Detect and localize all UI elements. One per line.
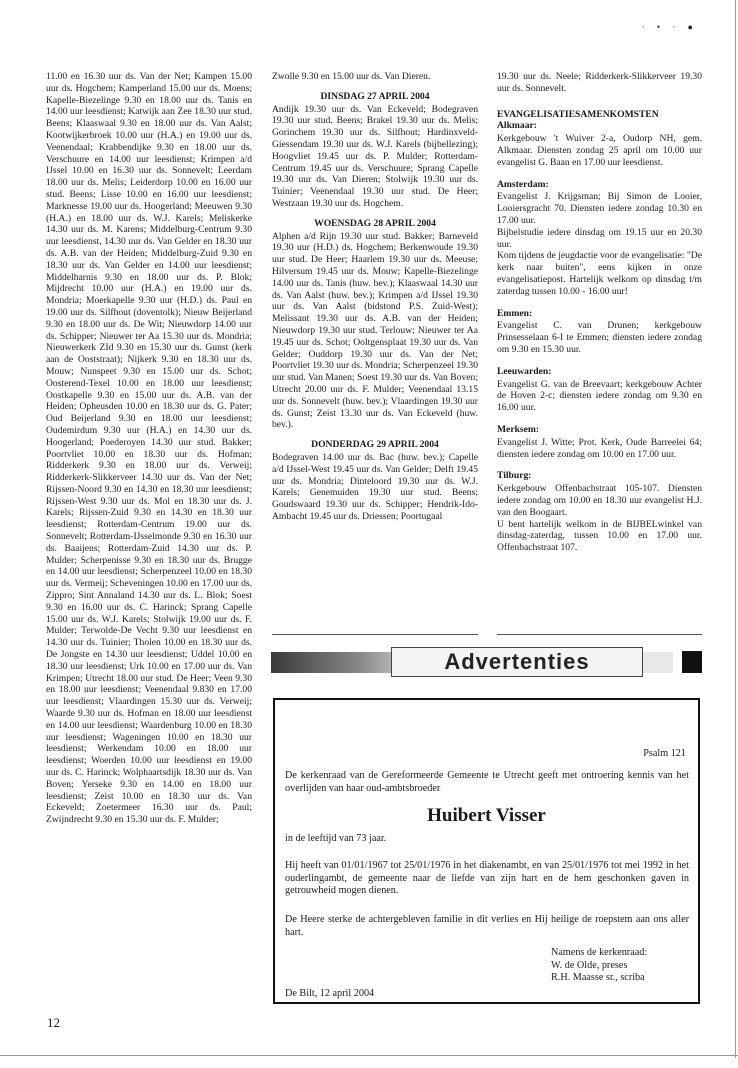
header-marks: · • · ● — [641, 22, 698, 32]
column-3 — [497, 71, 702, 554]
column-3-lead: 19.30 uur ds. Neele; Ridderkerk-Slikkerveer 19.30 uur ds. Sonnevelt. — [497, 71, 702, 94]
obituary-advert — [273, 698, 700, 1004]
city-text-emmen: Evangelist C. van Drunen; kerkgebouw Prinsesselaan 6-I te Emmen; diensten iedere zondag om 9.30 en 15.30 uur. — [497, 320, 702, 355]
advert-place-date: De Bilt, 12 april 2004 — [285, 988, 375, 999]
advert-psalm: Psalm 121 — [643, 748, 686, 759]
city-heading-tilburg: Tilburg: — [497, 470, 532, 482]
advert-signature — [551, 947, 691, 985]
advert-service-text: Hij heeft van 01/01/1967 tot 25/01/1976 in het diakenambt, en van 25/01/1976 tot mei 1992 in het ouderlingambt, de gemeente naar de liefde van zijn hart en de hem geschonken gaven in getrouwheid mogen dienen. — [285, 860, 689, 897]
day-text-thursday: Bodegraven 14.00 uur ds. Bac (huw. bev.); Capelle a/d IJssel-West 19.45 uur ds. Van Gelder; Delft 19.45 uur ds. Mondria; Dinteloord 19.30 uur ds. W.J. Karels; Genemuiden 19.30 uur stud. Beens; Goudswaard 19.30 uur ds. Schipper; Hendrik-Ido-Ambacht 19.45 uur ds. Driessen; Poortugaal — [272, 451, 478, 522]
column-2-lead: Zwolle 9.30 en 15.00 uur ds. Van Dieren. — [272, 71, 431, 82]
day-text-tuesday: Andijk 19.30 uur ds. Van Eckeveld; Bodegraven 19.30 uur stud. Beens; Brakel 19.30 uur ds. Melis; Gorinchem 19.30 uur ds. Silfhout; Hardinxveld-Giessendam 19.30 uur ds. W.J. Karels (bijbellezing); Hoogvliet 19.45 uur ds. P. Mulder; Rotterdam-Centrum 19.45 uur ds. Verschuure; Sprang Capelle 19.30 uur ds. Van Dieren; Stolwijk 19.30 uur ds. Tuinier; Veenendaal 19.30 uur stud. De Heer; Westzaan 19.30 uur ds. Hogchem. — [272, 103, 478, 209]
city-heading-amsterdam: Amsterdam: — [497, 178, 549, 190]
column-3-divider — [497, 634, 702, 635]
banner-black-block — [682, 651, 702, 673]
day-heading-thursday: DONDERDAG 29 APRIL 2004 — [311, 439, 439, 451]
advert-signature-line-2: W. de Olde, preses — [551, 959, 628, 971]
advert-signature-line-1: Namens de kerkenraad: — [551, 947, 648, 958]
page-edge-bottom — [0, 1055, 738, 1056]
banner-title: Advertenties — [391, 647, 643, 677]
city-text-leeuwarden: Evangelist G. van de Breevaart; kerkgebouw Achter de Hoven 2-c; diensten iedere zondag om 9.30 en 16.00 uur. — [497, 378, 702, 414]
city-heading-leeuwarden: Leeuwarden: — [497, 365, 552, 377]
day-text-wednesday: Alphen a/d Rijn 19.30 uur stud. Bakker; Barneveld 19.30 uur (H.D.) ds. Hogchem; Berkenwoude 19.30 uur stud. De Heer; Haarlem 19.30 uur ds. Meeuse; Hilversum 19.45 uur ds. Mouw; Kapelle-Biezelinge 14.00 uur ds. Tanis (huw. bev.); Klaaswaal 14.30 uur ds. Van Aalst (huw. bev.); Krimpen a/d IJssel 19.30 uur ds. Van Aalst (bidstond P.S. Zuid-West); Melissant 19.30 uur ds. A.B. van der Heiden; Nieuwdorp 19.30 uur stud. Terlouw; Nieuwer ter Aa 19.45 uur ds. Schot; Ooltgensplaat 19.30 uur ds. Van Gelder; Ouddorp 19.30 uur ds. Van der Net; Poortvliet 19.30 uur ds. Mondria; Scherpenzeel 19.30 uur stud. Van Manen; Soest 19.30 uur ds. Van Boven; Utrecht 20.00 uur ds. F. Mulder; Veenendaal 13.15 uur ds. Sonnevelt (huw. bev.); Vlaardingen 19.30 uur ds. Gunst; Zeist 13.30 uur ds. Van Eckeveld (huw. bev.). — [272, 230, 478, 431]
advert-blessing-text: De Heere sterke de achtergebleven familie in dit verlies en Hij heilige de roepstem aan ons aller hart. — [285, 914, 689, 938]
city-text-tilburg: Kerkgebouw Offenbachstraat 105-107. Diensten iedere zondag om 10.00 en 18.30 uur evangelist H.J. van den Boogaart. — [497, 483, 702, 518]
city-heading-alkmaar: Alkmaar: — [497, 120, 537, 132]
section-heading-evangelisation: EVANGELISATIESAMENKOMSTEN — [497, 108, 659, 120]
day-heading-tuesday: DINSDAG 27 APRIL 2004 — [320, 90, 430, 102]
advert-age: in de leeftijd van 73 jaar. — [285, 833, 387, 844]
city-heading-merksem: Merksem: — [497, 423, 540, 435]
city-heading-emmen: Emmen: — [497, 307, 533, 319]
page-number: 12 — [47, 1015, 60, 1030]
column-1-text: 11.00 en 16.30 uur ds. Van der Net; Kampen 15.00 uur ds. Hogchem; Kamperland 15.00 uur ds. Moens; Kapelle-Biezelinge 9.30 en 18.00 uur ds. Tanis en 14.00 uur leesdienst; Katwijk aan Zee 18.30 uur stud. Beens; Klaaswaal 9.30 en 18.00 uur ds. Van Aalst; Kootwijkerbroek 10.00 uur (H.A.) en 19.00 uur ds. Veenendaal; Krabbendijke 9.30 en 18.00 uur ds. Verschuure en 14.00 uur leesdienst; Krimpen a/d IJssel 10.00 en 16.30 uur ds. Sonnevelt; Leerdam 18.00 uur ds. Melis; Leiderdorp 10.00 en 16.00 uur stud. Beens; Lisse 10.00 en 16.00 uur leesdienst; Marknesse 19.00 uur ds. Hoogerland; Meeuwen 9.30 (H.A.) en 18.00 uur ds. W.J. Karels; Meliskerke 14.30 uur ds. M. Karens; Middelburg-Centrum 9.30 uur leesdienst, 14.30 uur ds. Van Gelder en 18.30 uur ds. A.B. van der Heiden; Middelburg-Zuid 9.30 en 18.30 uur ds. Van Gelder en 14.00 uur leesdienst; Middelharnis 9.30 en 18.00 uur ds. P. Blok; Mijdrecht 10.00 uur (H.A.) en 19.00 uur ds. Mondria; Moerkapelle 9.30 uur (H.D.) ds. Paul en 19.00 uur ds. Silfhout (doventolk); Nieuw Beijerland 9.30 en 18.00 uur ds. De Wit; Nieuwdorp 14.00 uur ds. Schipper; Nieuwer ter Aa 15.30 uur ds. Mondria; Nieuwerkerk ZId 9.30 en 15.30 uur ds. Gunst (kerk aan de Ooststraat); Nijkerk 9.30 en 18.30 uur ds. Mouw; Nunspeet 9.30 en 15.00 uur ds. Schot; Oosterend-Texel 10.00 en 18.00 uur leesdienst; Oostkapelle 9.30 en 15.00 uur ds. A.B. van der Heiden; Opheusden 10.00 en 18.30 uur ds. G. Pater; Oud Beijerland 9.30 en 18.00 uur leesdienst; Oudemirdum 9.30 uur (H.A.) en 14.30 uur ds. Hoogerland; Poederoyen 14.30 uur stud. Bakker; Poortvliet 10.00 en 18.30 uur ds. Hofman; Ridderkerk 9.30 en 18.00 uur ds. Verweij; Ridderkerk-Slikkerveer 14.30 uur ds. Van der Net; Rijssen-Noord 9.30 en 14.30 en 18.30 uur leesdienst; Rijssen-West 9.30 uur ds. Mol en 18.30 uur ds. J. Karels; Rijssen-Zuid 9.30 en 14.30 en 18.30 uur leesdienst; Rotterdam-Centrum 19.00 uur ds. Sonnevelt; Rotterdam-IJsselmonde 9.30 en 16.30 uur ds. Baaijens; Rotterdam-Zuid 14.30 uur ds. P. Mulder; Scherpenisse 9.30 en 18.30 uur ds. Brugge en 14.00 uur leesdienst; Scherpenzeel 10.00 en 18.30 uur ds. Vermeij; Scheveningen 10.00 en 17.00 uur ds. Zippro; Sint Annaland 14.30 uur ds. L. Blok; Soest 9.30 en 16.00 uur ds. C. Harinck; Sprang Capelle 15.00 uur ds. W.J. Karels; Stolwijk 19.00 uur ds. F. Mulder; Terwolde-De Vecht 9.30 uur leesdienst en 14.30 uur ds. Tuinier; Tholen 10.00 en 18.30 uur ds. De Jongste en 14.30 uur leesdienst; Uddel 10.00 en 18.30 uur leesdienst; Urk 10.00 en 17.00 uur ds. Van Krimpen; Utrecht 18.00 uur stud. De Heer; Veen 9.30 en 18.00 uur leesdienst; Veenendaal 9.830 en 17.00 uur leesdienst; Vlaardingen 15.30 uur ds. Verweij; Waarde 9.30 uur ds. Hofman en 18.00 uur leesdienst en 14.00 uur leesdienst; Waardenburg 10.00 en 18.30 uur leesdienst; Wageningen 10.00 en 18.30 uur leesdienst; Werkendam 10.00 en 18.00 uur leesdienst; Woerden 10.00 uur leesdienst en 19.00 uur ds. C. Harinck; Wolphaartsdijk 18.30 uur ds. Van Boven; Yerseke 9.30 en 14.00 en 18.00 uur leesdienst; Zeist 10.00 en 18.30 uur ds. Van Eckeveld; Zoetermeer 16.30 uur ds. Paul; Zwijndrecht 9.30 en 15.30 uur ds. F. Mulder; — [46, 71, 252, 826]
advert-signature-line-3: R.H. Maasse sr., scriba — [551, 972, 645, 984]
advert-deceased-name: Huibert Visser — [427, 805, 546, 826]
advertenties-banner — [271, 647, 702, 675]
column-2 — [272, 71, 478, 523]
advert-intro: De kerkenraad van de Gereformeerde Gemeente te Utrecht geeft met ontroering kennis van het overlijden van haar oud-ambtsbroeder — [285, 770, 689, 794]
city-text-alkmaar: Kerkgebouw 't Wuiver 2-a, Oudorp NH, gem. Alkmaar. Diensten zondag 25 april om 10.00 uur evangelist G. Baan en 17.00 uur leesdienst. — [497, 133, 702, 168]
page-edge-right — [735, 0, 736, 1058]
column-2-divider — [272, 634, 478, 635]
column-1 — [46, 71, 252, 826]
day-heading-wednesday: WOENSDAG 28 APRIL 2004 — [314, 217, 436, 229]
city-text-amsterdam: Evangelist J. Krijgsman; Bij Simon de Looier, Looiersgracht 70. Diensten iedere zondag 10.30 en 17.00 uur. — [497, 191, 702, 226]
city-text-amsterdam-youth-action: Kom tijdens de jeugdactie voor de evangelisatie: "De kerk naar buiten", eens kijken in onze evangelisatiepost. Hartelijk welkom op dinsdag t/m zaterdag tussen 10.00 - 16.00 uur! — [497, 250, 702, 297]
city-text-merksem: Evangelist J. Witte; Prot. Kerk, Oude Barreelei 64; diensten iedere zondag om 10.00 en 17.00 uur. — [497, 436, 702, 460]
city-text-tilburg-bookshop: U bent hartelijk welkom in de BIJBELwinkel van dinsdag-zaterdag, tussen 10.00 en 17.00 uur. Offenbachstraat 107. — [497, 518, 702, 554]
city-text-amsterdam-bible-study: Bijbelstudie iedere dinsdag om 19.15 uur en 20.30 uur. — [497, 226, 702, 250]
